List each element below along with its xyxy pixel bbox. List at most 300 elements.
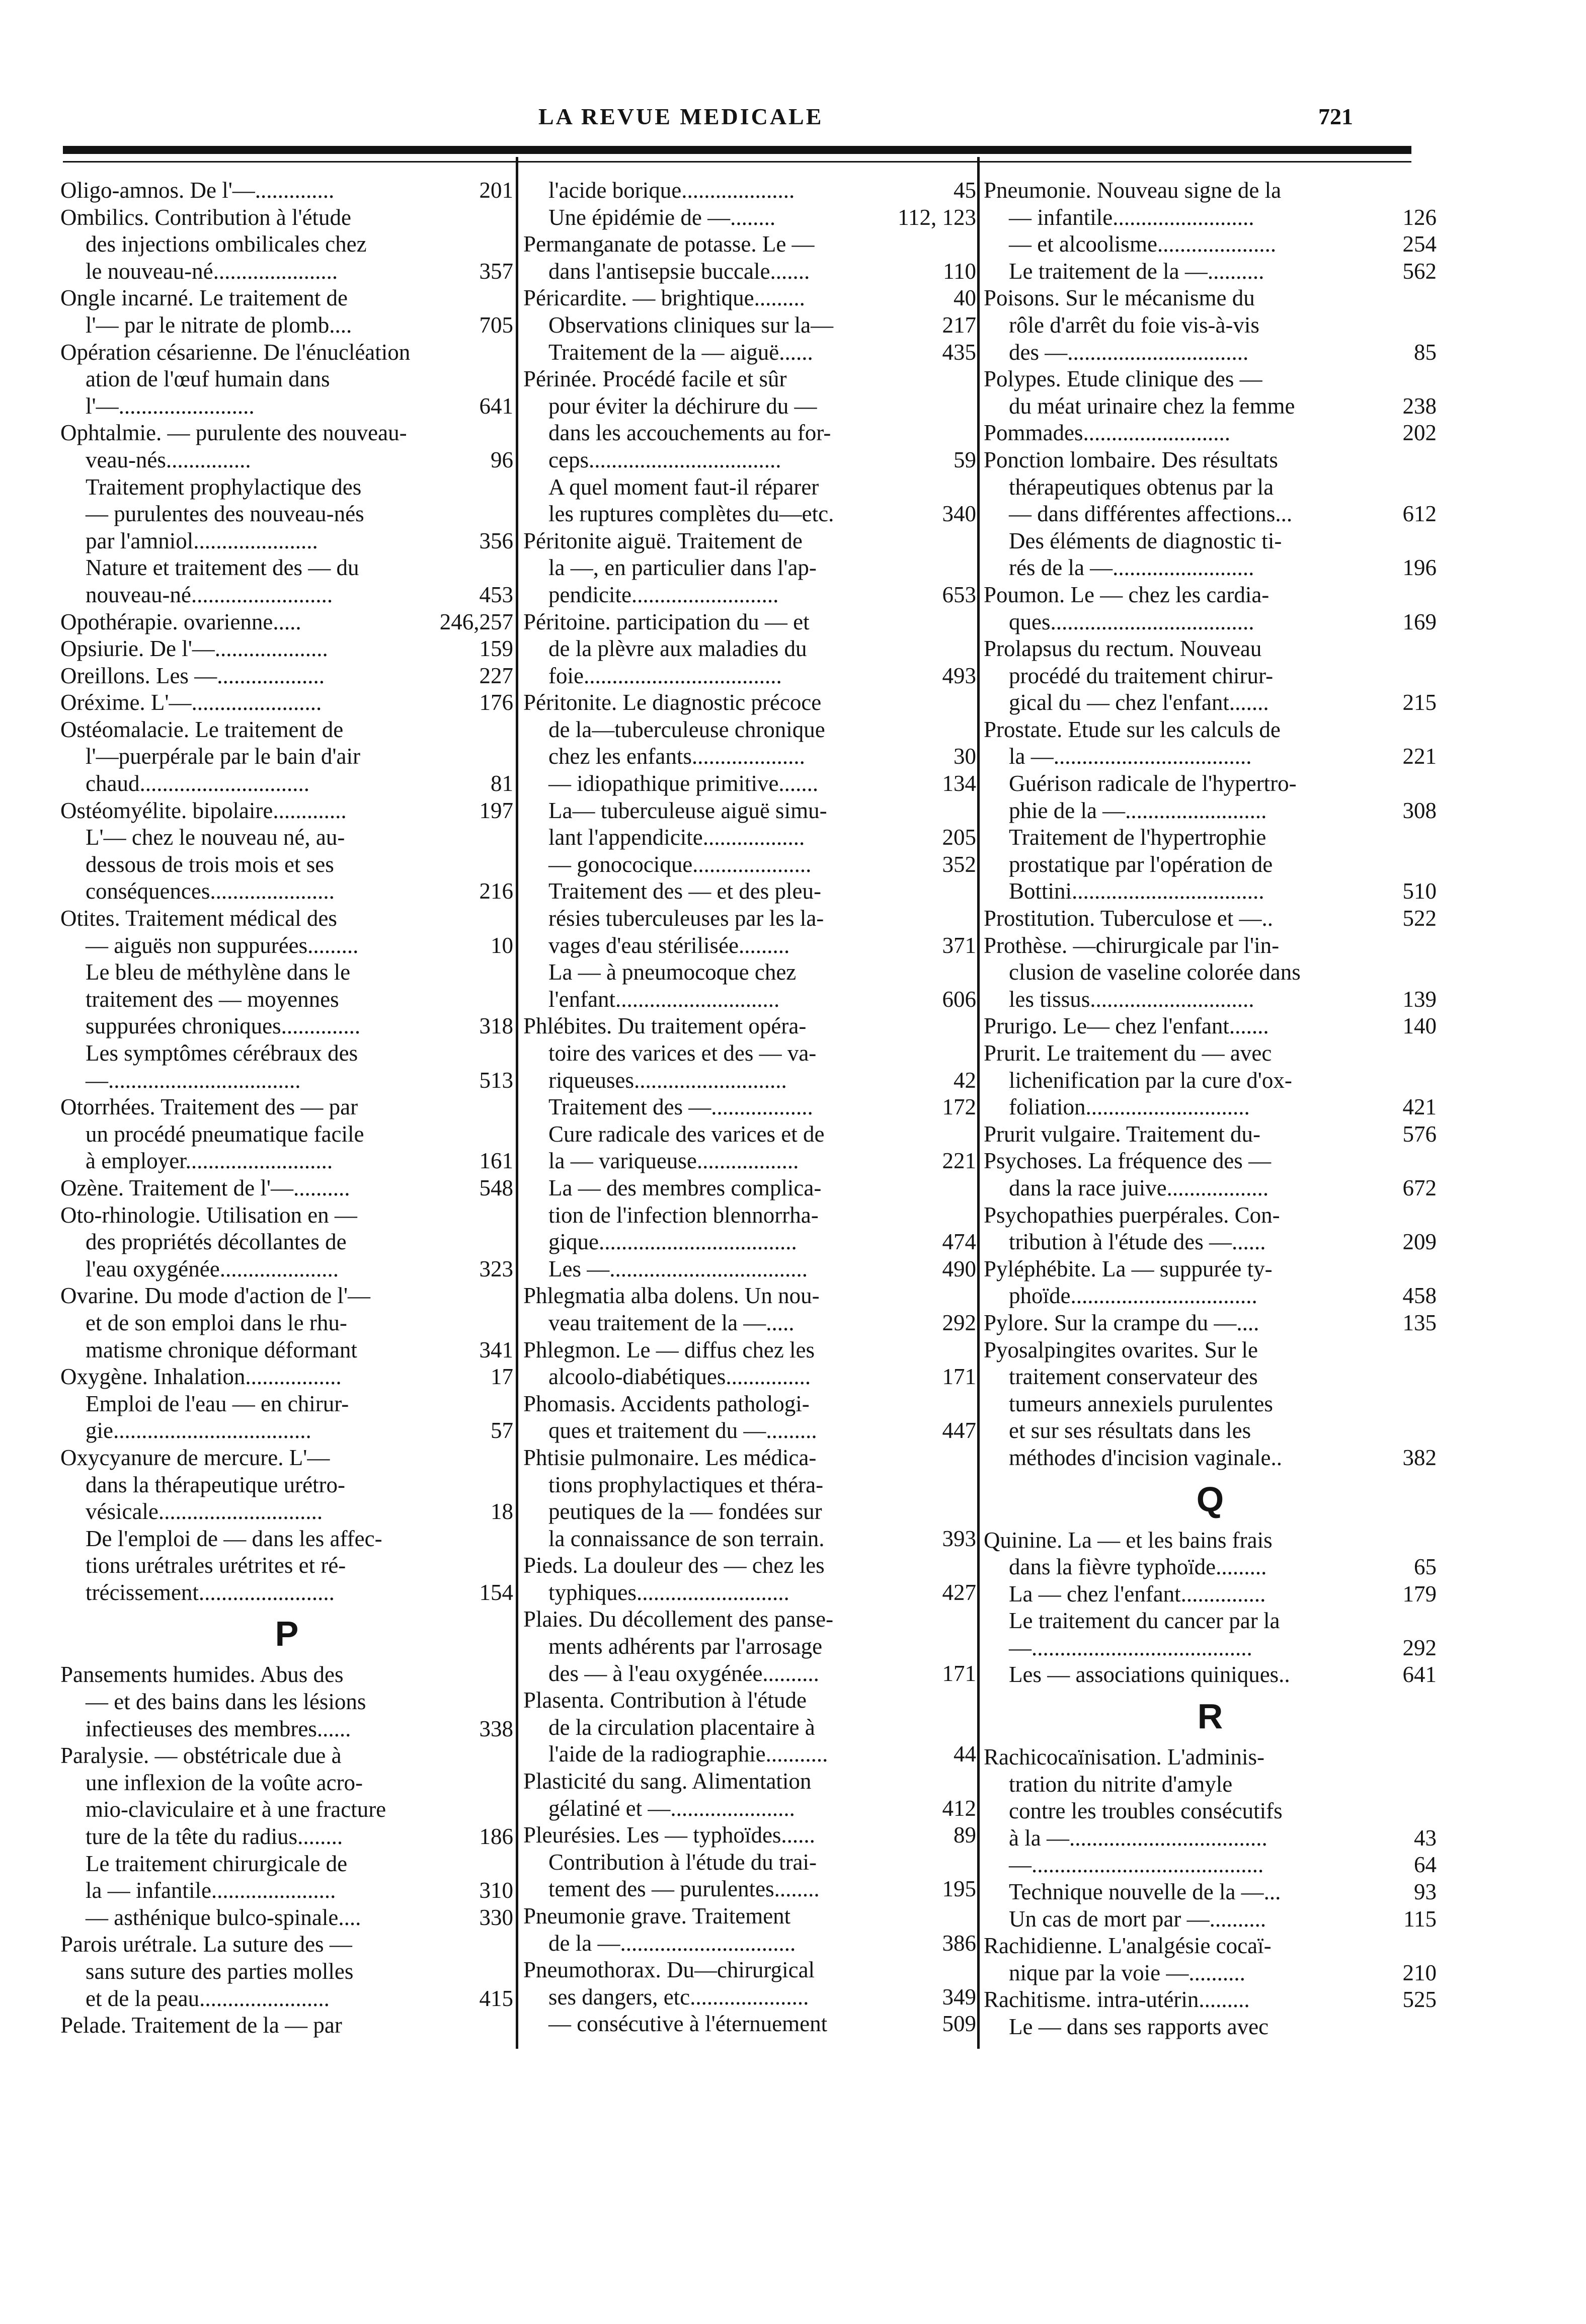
entry-text: L'— chez le nouveau né, au- bbox=[86, 825, 345, 850]
entry-text: Le bleu de méthylène dans le bbox=[86, 959, 351, 985]
index-subentry bbox=[523, 2011, 976, 2038]
index-entry bbox=[984, 1256, 1437, 1283]
page-reference: 42 bbox=[950, 1067, 976, 1094]
page-reference: 705 bbox=[477, 312, 514, 339]
index-subentry bbox=[523, 1310, 976, 1337]
page-reference: 513 bbox=[477, 1067, 514, 1094]
index-entry bbox=[60, 663, 513, 690]
index-subentry bbox=[984, 743, 1437, 770]
index-entry bbox=[523, 1013, 976, 1040]
page-reference: 161 bbox=[477, 1148, 514, 1175]
index-entry bbox=[60, 716, 513, 744]
entry-text: Rachidienne. L'analgésie cocaï- bbox=[984, 1933, 1272, 1959]
entry-text: gélatiné et —...................... bbox=[548, 1795, 795, 1821]
section-letter: Q bbox=[1196, 1479, 1224, 1519]
page-reference: 341 bbox=[477, 1337, 514, 1364]
index-subentry bbox=[60, 1417, 513, 1445]
index-subentry bbox=[60, 474, 513, 501]
index-subentry bbox=[984, 1771, 1437, 1798]
index-entry bbox=[60, 689, 513, 716]
index-entry bbox=[60, 1661, 513, 1689]
entry-text: l'aide de la radiographie........... bbox=[548, 1741, 828, 1767]
index-entry bbox=[984, 1744, 1437, 1771]
index-entry bbox=[60, 797, 513, 825]
entry-text: peutiques de la — fondées sur bbox=[548, 1499, 822, 1525]
entry-text: — et des bains dans les lésions bbox=[86, 1689, 366, 1715]
page-reference: 205 bbox=[939, 824, 977, 851]
entry-text: tions urétrales urétrites et ré- bbox=[86, 1553, 346, 1578]
page-reference: 210 bbox=[1400, 1960, 1437, 1987]
index-subentry bbox=[984, 1391, 1437, 1418]
page-reference: 217 bbox=[939, 312, 977, 339]
entry-text: lichenification par la cure d'ox- bbox=[1009, 1067, 1292, 1093]
entry-text: Ovarine. Du mode d'action de l'— bbox=[60, 1283, 371, 1309]
entry-text: de la —............................... bbox=[548, 1930, 796, 1956]
page-reference: 215 bbox=[1400, 689, 1437, 716]
page-reference: 227 bbox=[477, 663, 514, 690]
page-reference: 197 bbox=[477, 797, 514, 825]
index-subentry bbox=[60, 932, 513, 959]
entry-text: —....................................... bbox=[1009, 1635, 1252, 1660]
entry-text: Quinine. La — et les bains frais bbox=[984, 1527, 1273, 1553]
index-subentry bbox=[60, 1689, 513, 1716]
entry-text: Opothérapie. ovarienne..... bbox=[60, 609, 301, 634]
entry-text: Otorrhées. Traitement des — par bbox=[60, 1094, 358, 1120]
page-reference: 65 bbox=[1411, 1554, 1437, 1581]
index-column-middle bbox=[523, 177, 976, 2038]
page-number: 721 bbox=[1318, 104, 1353, 129]
index-subentry bbox=[523, 1067, 976, 1094]
index-subentry bbox=[60, 959, 513, 986]
entry-text: Phlébites. Du traitement opéra- bbox=[523, 1013, 807, 1039]
entry-text: traitement conservateur des bbox=[1009, 1364, 1258, 1390]
page-reference: 81 bbox=[488, 770, 513, 797]
index-entry bbox=[60, 635, 513, 663]
entry-text: phie de la —......................... bbox=[1009, 797, 1267, 823]
page-reference: 562 bbox=[1400, 258, 1437, 285]
page-reference: 509 bbox=[939, 2011, 977, 2038]
index-entry bbox=[523, 1957, 976, 1984]
index-subentry bbox=[984, 258, 1437, 285]
index-subentry bbox=[523, 986, 976, 1013]
entry-text: vésicale............................. bbox=[86, 1499, 323, 1525]
index-subentry bbox=[60, 366, 513, 393]
entry-text: la — variqueuse.................. bbox=[548, 1148, 799, 1174]
entry-text: chaud.............................. bbox=[86, 771, 309, 796]
page-reference: 357 bbox=[477, 258, 514, 285]
index-entry bbox=[60, 1931, 513, 1958]
entry-text: foie................................... bbox=[548, 663, 782, 688]
index-entry bbox=[984, 447, 1437, 474]
index-subentry bbox=[523, 258, 976, 285]
entry-text: Cure radicale des varices et de bbox=[548, 1121, 825, 1147]
entry-text: tumeurs annexiels purulentes bbox=[1009, 1391, 1273, 1416]
entry-text: Prostitution. Tuberculose et —.. bbox=[984, 906, 1274, 931]
index-subentry bbox=[984, 393, 1437, 420]
page-reference: 493 bbox=[939, 663, 977, 690]
entry-text: infectieuses des membres...... bbox=[86, 1716, 351, 1741]
page-reference: 548 bbox=[477, 1175, 514, 1202]
entry-text: traitement des — moyennes bbox=[86, 986, 339, 1012]
index-subentry bbox=[523, 177, 976, 204]
entry-text: Plaies. Du décollement des panse- bbox=[523, 1607, 834, 1632]
entry-text: dans l'antisepsie buccale....... bbox=[548, 258, 810, 284]
entry-text: Traitement de l'hypertrophie bbox=[1009, 825, 1266, 850]
index-subentry bbox=[984, 2014, 1437, 2041]
entry-text: Pneumonie. Nouveau signe de la bbox=[984, 178, 1282, 203]
index-subentry bbox=[523, 1876, 976, 1903]
index-subentry bbox=[60, 1877, 513, 1904]
column-divider bbox=[516, 157, 518, 2049]
index-subentry bbox=[60, 1121, 513, 1148]
index-subentry bbox=[60, 1040, 513, 1067]
entry-text: vages d'eau stérilisée......... bbox=[548, 932, 790, 958]
entry-text: Prolapsus du rectum. Nouveau bbox=[984, 636, 1262, 662]
index-subentry bbox=[523, 1714, 976, 1741]
index-entry bbox=[984, 1202, 1437, 1229]
index-subentry bbox=[60, 258, 513, 285]
entry-text: —......................................... bbox=[1009, 1852, 1264, 1878]
index-subentry bbox=[60, 447, 513, 474]
index-subentry bbox=[60, 231, 513, 258]
index-entry bbox=[60, 420, 513, 447]
index-subentry bbox=[523, 1040, 976, 1067]
page-reference: 338 bbox=[477, 1716, 514, 1743]
index-subentry bbox=[523, 554, 976, 582]
entry-text: à la —................................... bbox=[1009, 1825, 1267, 1851]
index-subentry bbox=[984, 986, 1437, 1013]
page-reference: 349 bbox=[939, 1984, 977, 2011]
page-reference: 510 bbox=[1400, 878, 1437, 905]
index-subentry bbox=[984, 1906, 1437, 1933]
entry-text: résies tuberculeuses par les la- bbox=[548, 906, 824, 931]
page-reference: 415 bbox=[477, 1985, 514, 2013]
entry-text: conséquences...................... bbox=[86, 878, 335, 904]
entry-text: Paralysie. — obstétricale due à bbox=[60, 1743, 342, 1769]
index-entry bbox=[984, 1527, 1437, 1554]
entry-text: Rachitisme. intra-utérin......... bbox=[984, 1987, 1250, 2013]
entry-text: tion de l'infection blennorrha- bbox=[548, 1202, 819, 1228]
index-subentry bbox=[523, 1175, 976, 1202]
page-reference: 64 bbox=[1411, 1852, 1437, 1879]
page-reference: 85 bbox=[1411, 339, 1437, 366]
page-reference: 18 bbox=[488, 1498, 513, 1526]
entry-text: Phomasis. Accidents pathologi- bbox=[523, 1391, 810, 1416]
entry-text: Péricardite. — brightique......... bbox=[523, 285, 805, 311]
index-subentry bbox=[60, 770, 513, 797]
index-subentry bbox=[60, 851, 513, 878]
page-reference: 43 bbox=[1411, 1825, 1437, 1852]
index-entry bbox=[60, 1175, 513, 1202]
page-reference: 330 bbox=[477, 1904, 514, 1932]
index-subentry bbox=[523, 1795, 976, 1822]
entry-text: les tissus............................. bbox=[1009, 986, 1254, 1012]
index-subentry bbox=[523, 474, 976, 501]
index-entry bbox=[60, 905, 513, 932]
page-reference: 59 bbox=[950, 447, 976, 474]
page-reference: 447 bbox=[939, 1417, 977, 1445]
index-subentry bbox=[60, 1472, 513, 1499]
entry-text: — idiopathique primitive....... bbox=[548, 771, 819, 796]
index-subentry bbox=[523, 663, 976, 690]
index-subentry bbox=[523, 1498, 976, 1526]
index-column-right bbox=[984, 177, 1437, 2041]
index-subentry bbox=[60, 1310, 513, 1337]
page-reference: 176 bbox=[477, 689, 514, 716]
index-subentry bbox=[60, 1256, 513, 1283]
entry-text: Péritoine. participation du — et bbox=[523, 609, 810, 634]
index-subentry bbox=[523, 1930, 976, 1957]
entry-text: dans la thérapeutique urétro- bbox=[86, 1472, 346, 1497]
entry-text: Psychoses. La fréquence des — bbox=[984, 1148, 1272, 1174]
entry-text: par l'amniol...................... bbox=[86, 528, 318, 553]
index-subentry bbox=[984, 1879, 1437, 1906]
index-subentry bbox=[60, 393, 513, 420]
entry-text: la —, en particulier dans l'ap- bbox=[548, 555, 817, 581]
index-subentry bbox=[523, 1984, 976, 2011]
section-letter: R bbox=[1197, 1697, 1223, 1736]
page-reference: 318 bbox=[477, 1013, 514, 1040]
page-reference: 412 bbox=[939, 1795, 977, 1822]
entry-text: thérapeutiques obtenus par la bbox=[1009, 474, 1274, 500]
entry-text: dessous de trois mois et ses bbox=[86, 851, 334, 877]
page-reference: 612 bbox=[1400, 501, 1437, 528]
entry-text: la —................................... bbox=[1009, 744, 1252, 769]
page-reference: 93 bbox=[1411, 1879, 1437, 1906]
entry-text: Prostate. Etude sur les calculs de bbox=[984, 716, 1281, 742]
page-reference: 490 bbox=[939, 1256, 977, 1283]
index-subentry bbox=[60, 1552, 513, 1579]
index-subentry bbox=[523, 1633, 976, 1660]
entry-text: le nouveau-né...................... bbox=[86, 258, 338, 284]
index-subentry bbox=[984, 1825, 1437, 1852]
section-letter: P bbox=[275, 1614, 299, 1654]
index-subentry bbox=[523, 635, 976, 663]
entry-text: Opsiurie. De l'—.................... bbox=[60, 636, 328, 662]
entry-text: ation de l'œuf humain dans bbox=[86, 366, 330, 392]
index-entry bbox=[60, 1094, 513, 1121]
index-entry bbox=[523, 1903, 976, 1930]
entry-text: nouveau-né......................... bbox=[86, 582, 333, 607]
index-subentry bbox=[984, 1417, 1437, 1445]
entry-text: Traitement des —.................. bbox=[548, 1094, 813, 1120]
index-subentry bbox=[984, 1094, 1437, 1121]
entry-text: Ombilics. Contribution à l'étude bbox=[60, 204, 352, 230]
entry-text: Emploi de l'eau — en chirur- bbox=[86, 1391, 349, 1416]
index-subentry bbox=[60, 1067, 513, 1094]
entry-text: lant l'appendicite.................. bbox=[548, 825, 805, 850]
entry-text: trécissement........................ bbox=[86, 1579, 335, 1605]
index-subentry bbox=[60, 824, 513, 851]
entry-text: — consécutive à l'éternuement bbox=[548, 2011, 828, 2037]
entry-text: Opération césarienne. De l'énucléation bbox=[60, 339, 411, 365]
entry-text: suppurées chroniques.............. bbox=[86, 1013, 361, 1039]
page-reference: 209 bbox=[1400, 1229, 1437, 1256]
index-subentry bbox=[60, 501, 513, 528]
entry-text: Péritonite aiguë. Traitement de bbox=[523, 528, 803, 553]
index-subentry bbox=[984, 528, 1437, 555]
index-entry bbox=[984, 1013, 1437, 1040]
entry-text: — aiguës non suppurées......... bbox=[86, 932, 359, 958]
index-subentry bbox=[984, 663, 1437, 690]
entry-text: pour éviter la déchirure du — bbox=[548, 393, 817, 419]
index-subentry bbox=[984, 824, 1437, 851]
page-reference: 310 bbox=[477, 1877, 514, 1904]
entry-text: Oligo-amnos. De l'—.............. bbox=[60, 178, 335, 203]
entry-text: contre les troubles consécutifs bbox=[1009, 1798, 1283, 1824]
index-subentry bbox=[60, 1770, 513, 1797]
page-reference: 254 bbox=[1400, 231, 1437, 258]
index-entry bbox=[984, 905, 1437, 932]
index-subentry bbox=[984, 339, 1437, 366]
page-reference: 393 bbox=[939, 1526, 977, 1553]
page-reference: 140 bbox=[1400, 1013, 1437, 1040]
page-reference: 653 bbox=[939, 582, 977, 609]
page-reference: 201 bbox=[477, 177, 514, 204]
entry-text: alcoolo-diabétiques............... bbox=[548, 1364, 811, 1390]
page-reference: 30 bbox=[950, 743, 976, 770]
index-entry bbox=[984, 1933, 1437, 1960]
entry-text: Guérison radicale de l'hypertro- bbox=[1009, 771, 1297, 796]
index-subentry bbox=[984, 797, 1437, 825]
index-subentry bbox=[523, 1202, 976, 1229]
index-entry bbox=[523, 1822, 976, 1849]
entry-text: rôle d'arrêt du foie vis-à-vis bbox=[1009, 312, 1259, 338]
index-subentry bbox=[984, 1635, 1437, 1662]
page-reference: 89 bbox=[950, 1822, 976, 1849]
entry-text: gie................................... bbox=[86, 1418, 311, 1444]
index-subentry bbox=[984, 1067, 1437, 1094]
index-subentry bbox=[984, 1364, 1437, 1391]
page-reference: 135 bbox=[1400, 1310, 1437, 1337]
entry-text: à employer.......................... bbox=[86, 1148, 333, 1174]
page-reference: 40 bbox=[950, 285, 976, 312]
page-reference: 112, 123 bbox=[895, 204, 976, 231]
entry-text: toire des varices et des — va- bbox=[548, 1040, 817, 1066]
index-subentry bbox=[523, 1121, 976, 1148]
page-reference: 386 bbox=[939, 1930, 977, 1957]
index-entry bbox=[523, 1391, 976, 1418]
entry-text: de la circulation placentaire à bbox=[548, 1714, 815, 1740]
index-entry bbox=[984, 1121, 1437, 1148]
index-subentry bbox=[60, 1985, 513, 2013]
index-subentry bbox=[523, 1229, 976, 1256]
entry-text: Plasenta. Contribution à l'étude bbox=[523, 1688, 807, 1713]
entry-text: Prurit vulgaire. Traitement du- bbox=[984, 1121, 1260, 1147]
index-entry bbox=[60, 1364, 513, 1391]
entry-text: Péritonite. Le diagnostic précoce bbox=[523, 690, 822, 715]
index-subentry bbox=[984, 770, 1437, 797]
index-entry bbox=[984, 420, 1437, 447]
entry-text: veau traitement de la —..... bbox=[548, 1310, 795, 1335]
entry-text: Nature et traitement des — du bbox=[86, 555, 359, 581]
entry-text: des propriétés décollantes de bbox=[86, 1229, 347, 1255]
index-subentry bbox=[984, 959, 1437, 986]
index-subentry bbox=[523, 1256, 976, 1283]
page-reference: 45 bbox=[950, 177, 976, 204]
entry-text: un procédé pneumatique facile bbox=[86, 1121, 364, 1147]
page-reference: 292 bbox=[1400, 1635, 1437, 1662]
entry-text: des — à l'eau oxygénée.......... bbox=[548, 1660, 819, 1686]
entry-text: gique................................... bbox=[548, 1229, 797, 1255]
entry-text: Ostéomyélite. bipolaire............. bbox=[60, 797, 347, 823]
entry-text: Prurigo. Le— chez l'enfant....... bbox=[984, 1013, 1269, 1039]
entry-text: Traitement prophylactique des bbox=[86, 474, 362, 500]
index-subentry bbox=[60, 528, 513, 555]
entry-text: Pneumonie grave. Traitement bbox=[523, 1903, 791, 1929]
index-subentry bbox=[523, 339, 976, 366]
entry-text: rés de la —......................... bbox=[1009, 555, 1254, 581]
header-rule bbox=[63, 146, 1411, 154]
page-reference: 171 bbox=[939, 1660, 977, 1688]
page-reference: 10 bbox=[488, 932, 513, 959]
entry-text: Poisons. Sur le mécanisme du bbox=[984, 285, 1255, 311]
page-reference: 186 bbox=[477, 1823, 514, 1851]
index-entry bbox=[60, 609, 513, 636]
page-reference: 196 bbox=[1400, 554, 1437, 582]
entry-text: l'— par le nitrate de plomb.... bbox=[86, 312, 352, 338]
index-entry bbox=[60, 1445, 513, 1472]
page-reference: 172 bbox=[939, 1094, 977, 1121]
index-subentry bbox=[60, 878, 513, 905]
index-subentry bbox=[523, 851, 976, 878]
page-reference: 17 bbox=[488, 1364, 513, 1391]
entry-text: Phlegmatia alba dolens. Un nou- bbox=[523, 1283, 820, 1309]
page-reference: 352 bbox=[939, 851, 977, 878]
index-entry bbox=[60, 1742, 513, 1770]
entry-text: foliation............................. bbox=[1009, 1094, 1250, 1120]
entry-text: Pylore. Sur la crampe du —.... bbox=[984, 1310, 1259, 1335]
entry-text: Les — associations quiniques.. bbox=[1009, 1662, 1290, 1688]
page-reference: 522 bbox=[1400, 905, 1437, 932]
entry-text: Psychopathies puerpérales. Con- bbox=[984, 1202, 1280, 1228]
page-reference: 126 bbox=[1400, 204, 1437, 231]
entry-text: dans la fièvre typhoïde......... bbox=[1009, 1554, 1267, 1580]
entry-text: Des éléments de diagnostic ti- bbox=[1009, 528, 1282, 553]
index-entry bbox=[523, 1552, 976, 1579]
entry-text: Observations cliniques sur la— bbox=[548, 312, 834, 338]
index-entry bbox=[523, 1283, 976, 1310]
entry-text: nique par la voie —.......... bbox=[1009, 1960, 1245, 1985]
index-subentry bbox=[523, 1364, 976, 1391]
entry-text: les ruptures complètes du—etc. bbox=[548, 501, 834, 527]
entry-text: A quel moment faut-il réparer bbox=[548, 474, 819, 500]
index-subentry bbox=[60, 1148, 513, 1175]
index-entry bbox=[523, 528, 976, 555]
index-subentry bbox=[984, 609, 1437, 636]
index-entry bbox=[523, 1687, 976, 1714]
page-reference: 340 bbox=[939, 501, 977, 528]
entry-text: l'—puerpérale par le bain d'air bbox=[86, 744, 360, 769]
entry-text: l'eau oxygénée..................... bbox=[86, 1256, 339, 1281]
entry-text: ses dangers, etc..................... bbox=[548, 1984, 809, 2010]
entry-text: une inflexion de la voûte acro- bbox=[86, 1770, 363, 1795]
entry-text: ture de la tête du radius........ bbox=[86, 1824, 343, 1850]
entry-text: Le — dans ses rapports avec bbox=[1009, 2014, 1269, 2039]
index-subentry bbox=[60, 1013, 513, 1040]
entry-text: typhiques........................... bbox=[548, 1579, 789, 1605]
index-entry bbox=[984, 582, 1437, 609]
entry-text: Ozène. Traitement de l'—.......... bbox=[60, 1175, 350, 1200]
entry-text: Oréxime. L'—....................... bbox=[60, 690, 322, 715]
index-subentry bbox=[984, 1798, 1437, 1825]
entry-text: veau-nés............... bbox=[86, 447, 251, 472]
page-reference: 435 bbox=[939, 339, 977, 366]
entry-text: Oxygène. Inhalation................. bbox=[60, 1364, 342, 1390]
index-subentry bbox=[60, 582, 513, 609]
index-subentry bbox=[60, 1337, 513, 1364]
entry-text: De l'emploi de — dans les affec- bbox=[86, 1526, 382, 1551]
